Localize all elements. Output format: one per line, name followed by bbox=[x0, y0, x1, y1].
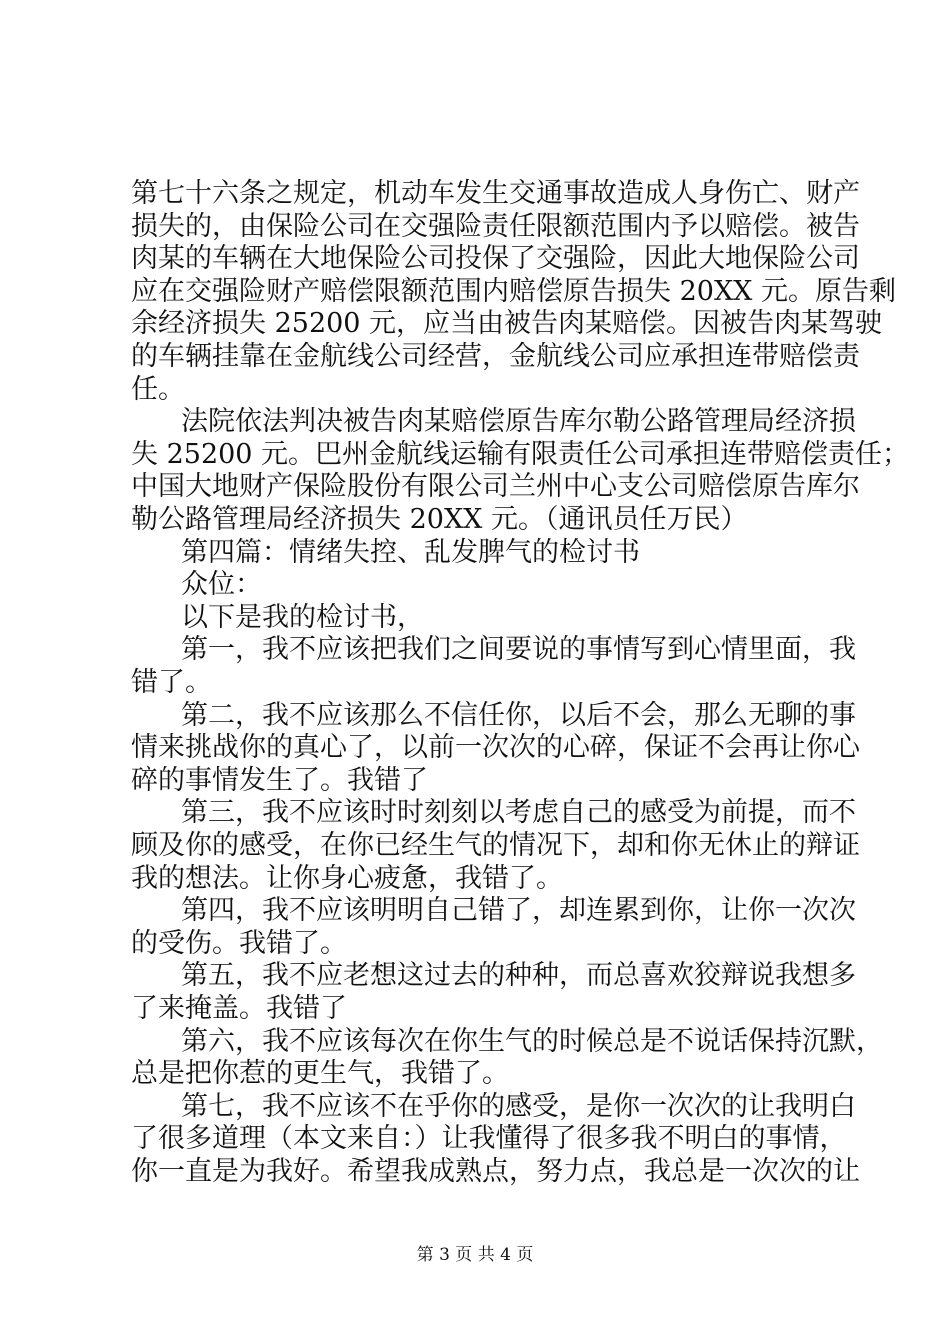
paragraph-first-line: 第三，我不应该时时刻刻以考虑自己的感受为前提，而不 bbox=[181, 797, 856, 829]
text-line: 顾及你的感受，在你已经生气的情况下，却和你无休止的辩证 bbox=[131, 830, 860, 861]
text-line: 了来掩盖。我错了 bbox=[131, 993, 347, 1024]
text-line: 的受伤。我错了。 bbox=[131, 927, 347, 959]
paragraph-first-line: 第五，我不应老想这过去的种种，而总喜欢狡辩说我想多 bbox=[181, 960, 856, 992]
text-line: 肉某的车辆在大地保险公司投保了交强险，因此大地保险公司 bbox=[131, 243, 860, 275]
section-heading: 第四篇：情绪失控、乱发脾气的检讨书 bbox=[181, 536, 640, 568]
text-line: 任。 bbox=[131, 373, 185, 405]
paragraph-first-line: 第七，我不应该不在乎你的感受，是你一次次的让我明白 bbox=[181, 1090, 856, 1122]
text-line: 错了。 bbox=[131, 667, 212, 698]
salutation: 众位： bbox=[181, 569, 262, 601]
text-line: 失 25200 元。巴州金航线运输有限责任公司承担连带赔偿责任； bbox=[131, 438, 910, 470]
paragraph-first-line: 第六，我不应该每次在你生气的时候总是不说话保持沉默， bbox=[181, 1025, 883, 1057]
paragraph-first-line: 第四，我不应该明明自己错了，却连累到你，让你一次次 bbox=[181, 895, 856, 927]
text-line: 了很多道理（本文来自：）让我懂得了很多我不明白的事情， bbox=[131, 1123, 847, 1155]
text-line: 我的想法。让你身心疲惫，我错了。 bbox=[131, 862, 563, 894]
text-line: 情来挑战你的真心了，以前一次次的心碎，保证不会再让你心 bbox=[131, 732, 860, 764]
text-line: 第七十六条之规定，机动车发生交通事故造成人身伤亡、财产 bbox=[131, 178, 860, 209]
text-line: 碎的事情发生了。我错了 bbox=[131, 764, 428, 796]
text-line: 的车辆挂靠在金航线公司经营，金航线公司应承担连带赔偿责 bbox=[131, 341, 860, 372]
text-line: 勒公路管理局经济损失 20XX 元。（通讯员任万民） bbox=[131, 504, 748, 535]
page-footer: 第 3 页 共 4 页 bbox=[416, 1245, 534, 1265]
text-line: 总是把你惹的更生气，我错了。 bbox=[131, 1058, 509, 1090]
text-line: 中国大地财产保险股份有限公司兰州中心支公司赔偿原告库尔 bbox=[131, 471, 860, 503]
paragraph-first-line: 法院依法判决被告肉某赔偿原告库尔勒公路管理局经济损 bbox=[181, 406, 856, 438]
text-line: 损失的，由保险公司在交强险责任限额范围内予以赔偿。被告 bbox=[131, 210, 860, 242]
paragraph-first-line: 以下是我的检讨书， bbox=[181, 601, 424, 633]
text-line: 余经济损失 25200 元，应当由被告肉某赔偿。因被告肉某驾驶 bbox=[131, 308, 883, 340]
paragraph-first-line: 第二，我不应该那么不信任你，以后不会，那么无聊的事 bbox=[181, 699, 856, 731]
text-line: 应在交强险财产赔偿限额范围内赔偿原告损失 20XX 元。原告剩 bbox=[131, 275, 896, 307]
text-line: 你一直是为我好。希望我成熟点，努力点，我总是一次次的让 bbox=[131, 1156, 860, 1187]
paragraph-first-line: 第一，我不应该把我们之间要说的事情写到心情里面，我 bbox=[181, 634, 856, 666]
